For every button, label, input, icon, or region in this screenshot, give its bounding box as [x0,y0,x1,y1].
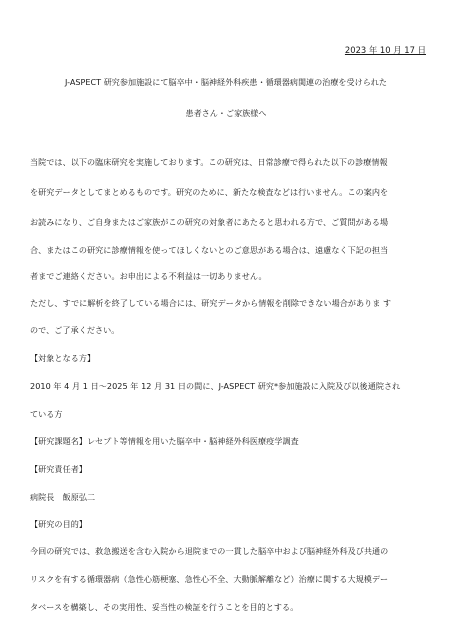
document-title-line-1: J-ASPECT 研究参加施設にて脳卒中・脳神経外科疾患・循環器病関連の治療を受けられた [65,77,387,87]
document-date: 2023 年 10 月 17 日 [344,45,426,55]
document-title-line-2: 患者さん・ご家族様へ [185,108,267,118]
target-line-1: 2010 年 4 月 1 日～2025 年 12 月 31 日の間に、J-ASPECT 研究*参加施設に入院及び以後通院され [30,381,401,391]
purpose-line-3: タベースを構築し、その実用性、妥当性の検証を行うことを目的とする。 [30,602,299,612]
target-heading: 【対象となる方】 [30,353,96,363]
body-line-3: お読みになり、ご自身またはご家族がこの研究の対象者にあたると思われる方で、ご質問がある場 [30,217,389,227]
purpose-line-1: 今回の研究では、救急搬送を含む入院から退院までの一貫した脳卒中および脳神経外科及び共通の [30,546,389,556]
body-line-2: を研究データとしてまとめるものです。研究のために、新たな検査などは行いません。この案内を [30,187,389,197]
research-title: 【研究課題名】レセプト等情報を用いた脳卒中・脳神経外科医療疫学調査 [30,436,299,446]
body-line-6: ただし、すでに解析を終了している場合には、研究データから情報を削除できない場合がありま す [30,298,392,308]
responsible-name: 病院長 飯原弘二 [30,492,96,502]
body-line-7: ので、ご了承ください。 [30,325,120,335]
body-line-5: 者までご連絡ください。お申出による不利益は一切ありません。 [30,271,267,281]
body-line-1: 当院では、以下の臨床研究を実施しております。この研究は、日常診療で得られた以下の診療情報 [30,157,388,167]
purpose-heading: 【研究の目的】 [30,519,88,529]
target-line-2: ている方 [30,409,63,419]
body-line-4: 合、またはこの研究に診療情報を使ってほしくないとのご意思がある場合は、遠慮なく下記の担当 [30,245,389,255]
responsible-heading: 【研究責任者】 [30,464,88,474]
purpose-line-2: リスクを有する循環器病（急性心筋梗塞、急性心不全、大動脈解離など）治療に関する大規模デー [30,574,389,584]
